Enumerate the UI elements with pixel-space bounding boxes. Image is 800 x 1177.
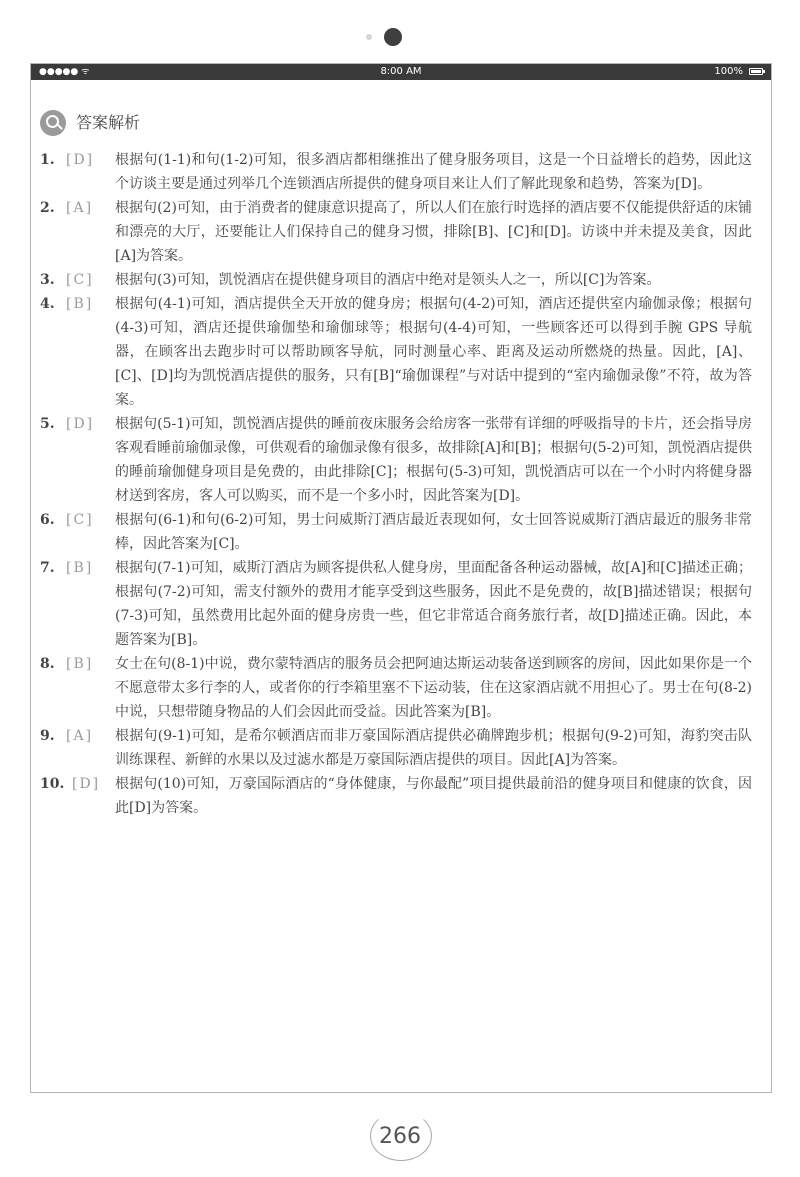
- camera-sensor-icon: [366, 34, 372, 40]
- explanation-text: 根据句(2)可知，由于消费者的健康意识提高了，所以人们在旅行时选择的酒店要不仅能提供舒适的床铺和漂亮的大厅，还要能让人们保持自己的健身习惯，排除[B]、[C]和[D]。访谈中并未提及美食，因此[A]为答案。: [115, 200, 752, 264]
- question-number: 10.: [40, 776, 65, 792]
- answer-item: [40, 772, 752, 820]
- answer-letter: [C]: [66, 512, 94, 528]
- battery-percent: 100%: [714, 66, 743, 77]
- answer-letter: [D]: [66, 416, 95, 432]
- explanation-text: 女士在句(8-1)中说，费尔蒙特酒店的服务员会把阿迪达斯运动装备送到顾客的房间，因此如果你是一个不愿意带太多行李的人，或者你的行李箱里塞不下运动装，住在这家酒店就不用担心了。男士在句(8-2)中说，只想带随身物品的人们会因此而受益。因此答案为[B]。: [115, 656, 752, 720]
- answer-letter: [D]: [72, 776, 101, 792]
- answer-item: [40, 292, 752, 412]
- answer-letter: [A]: [66, 200, 94, 216]
- answer-letter: [B]: [66, 656, 94, 672]
- answer-letter: [A]: [66, 728, 94, 744]
- explanation-text: 根据句(7-1)可知，威斯汀酒店为顾客提供私人健身房，里面配备各种运动器械，故[A]和[C]描述正确；根据句(7-2)可知，需支付额外的费用才能享受到这些服务，因此不是免费的，故[B]描述错误；根据句(7-3)可知，虽然费用比起外面的健身房贵一些，但它非常适合商务旅行者，故[D]描述正确。因此，本题答案为[B]。: [115, 560, 752, 648]
- explanation-text: 根据句(6-1)和句(6-2)可知，男士问威斯汀酒店最近表现如何，女士回答说威斯汀酒店最近的服务非常棒，因此答案为[C]。: [115, 512, 752, 552]
- explanation-text: 根据句(1-1)和句(1-2)可知，很多酒店都相继推出了健身服务项目，这是一个日益增长的趋势，因此这个访谈主要是通过列举几个连锁酒店所提供的健身项目来让人们了解此现象和趋势，答案为[D]。: [115, 152, 752, 192]
- battery-icon: [749, 68, 763, 75]
- question-number: 2.: [40, 200, 55, 216]
- device-camera: [0, 28, 800, 48]
- answer-item: [40, 148, 752, 196]
- status-time: 8:00 AM: [380, 66, 422, 77]
- camera-lens-icon: [384, 28, 402, 46]
- explanation-text: 根据句(10)可知，万豪国际酒店的“身体健康，与你最配”项目提供最前沿的健身项目和健康的饮食，因此[D]为答案。: [115, 776, 752, 816]
- explanation-text: 根据句(5-1)可知，凯悦酒店提供的睡前夜床服务会给房客一张带有详细的呼吸指导的卡片，还会指导房客观看睡前瑜伽录像，可供观看的瑜伽录像有很多，故排除[A]和[B]；根据句(5-2)可知，凯悦酒店提供的睡前瑜伽健身项目是免费的，由此排除[C]；根据句(5-3)可知，凯悦酒店可以在一个小时内将健身器材送到客房，客人可以购买，而不是一个多小时，因此答案为[D]。: [115, 416, 752, 504]
- explanation-text: 根据句(3)可知，凯悦酒店在提供健身项目的酒店中绝对是领头人之一，所以[C]为答案。: [115, 272, 661, 288]
- question-number: 7.: [40, 560, 55, 576]
- question-number: 4.: [40, 296, 55, 312]
- question-number: 9.: [40, 728, 55, 744]
- answer-item: [40, 268, 752, 292]
- explanation-text: 根据句(4-1)可知，酒店提供全天开放的健身房；根据句(4-2)可知，酒店还提供室内瑜伽录像；根据句(4-3)可知，酒店还提供瑜伽垫和瑜伽球等；根据句(4-4)可知，一些顾客还可以得到手腕 GPS 导航器，在顾客出去跑步时可以帮助顾客导航，同时测量心率、距离及运动所燃烧的热量。因此，[A]、[C]、[D]均为凯悦酒店提供的服务，只有[B]“瑜伽课程”与对话中提到的“室内瑜伽录像”不符，故为答案。: [115, 296, 752, 408]
- page-number: 266: [360, 1117, 440, 1161]
- explanation-text: 根据句(9-1)可知，是希尔顿酒店而非万豪国际酒店提供必确牌跑步机；根据句(9-2)可知，海豹突击队训练课程、新鲜的水果以及过滤水都是万豪国际酒店提供的项目。因此[A]为答案。: [115, 728, 752, 768]
- answer-item: [40, 412, 752, 508]
- answer-letter: [B]: [66, 560, 94, 576]
- answer-letter: [B]: [66, 296, 94, 312]
- answer-item: [40, 196, 752, 268]
- answer-list: [40, 148, 752, 820]
- status-bar: [31, 64, 771, 80]
- question-number: 6.: [40, 512, 55, 528]
- answer-item: [40, 556, 752, 652]
- answer-letter: [C]: [66, 272, 94, 288]
- answer-item: [40, 652, 752, 724]
- question-number: 5.: [40, 416, 55, 432]
- answer-letter: [D]: [66, 152, 95, 168]
- answer-item: [40, 508, 752, 556]
- wifi-icon: ᯤ: [81, 67, 90, 77]
- question-number: 3.: [40, 272, 55, 288]
- signal-strength: ●●●●● ᯤ: [39, 67, 90, 77]
- section-title: 答案解析: [76, 113, 141, 132]
- question-number: 1.: [40, 152, 55, 168]
- question-number: 8.: [40, 656, 55, 672]
- search-icon: [40, 110, 66, 136]
- answer-item: [40, 724, 752, 772]
